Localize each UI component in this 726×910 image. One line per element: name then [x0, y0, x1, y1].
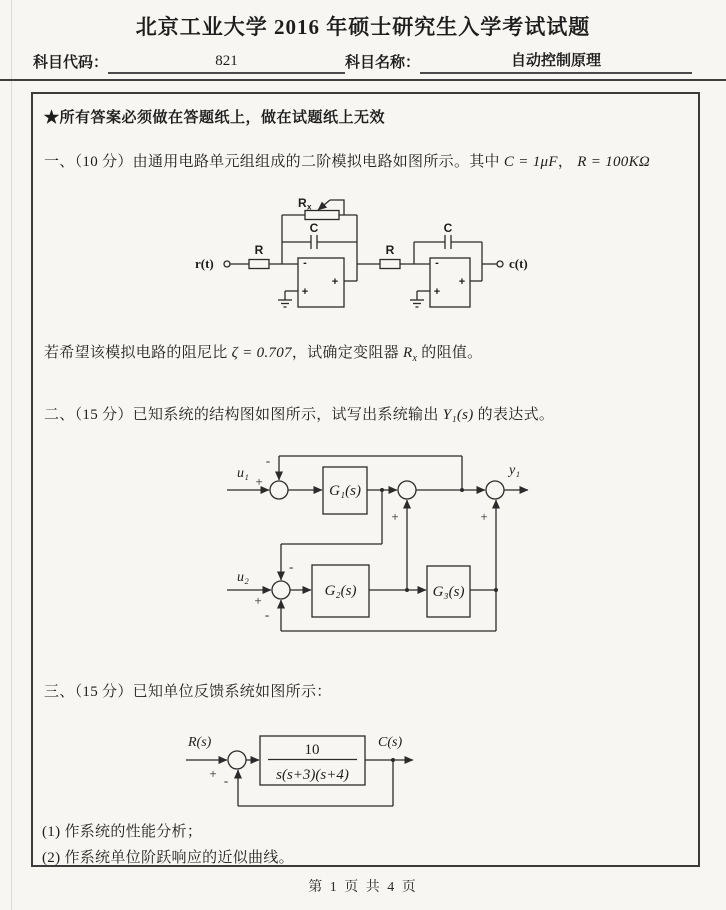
circuit-wires: [224, 200, 503, 307]
opamp2-plus-sign: +: [433, 286, 441, 298]
rheostat-label-sub: x: [307, 202, 312, 212]
q1-rx-base: R: [403, 345, 413, 361]
opamp1-plus-sign: +: [301, 286, 309, 298]
input-signal-label: r(t): [195, 256, 214, 271]
g3-label: G₃(s): [432, 584, 465, 600]
resistor-r1-label: R: [254, 243, 264, 257]
q3-feedback-diagram: [172, 726, 457, 826]
sum4-minus-top-sign: -: [289, 559, 294, 574]
input-terminal: [224, 261, 230, 267]
answer-sheet-notice: ★所有答案必须做在答题纸上，做在试题纸上无效: [44, 110, 386, 126]
subject-name-value: 自动控制原理: [420, 49, 692, 74]
q1-damping-ratio: ζ = 0.707: [231, 345, 292, 361]
sum1-plus-sign: +: [255, 474, 263, 489]
sum1-minus-sign: -: [265, 453, 271, 468]
rheostat-rx: [305, 211, 339, 220]
ground-symbol-1: [278, 291, 298, 307]
opamp2-minus-sign: -: [435, 257, 439, 269]
q2-text-2: 的表达式。: [477, 407, 555, 423]
q3-item-1: (1) 作系统的性能分析；: [42, 824, 203, 840]
q1-comma: ，: [557, 154, 574, 170]
page-title: 北京工业大学 2016 年硕士研究生入学考试试题: [135, 15, 591, 39]
q1-followup-1: 若希望该模拟电路的阻尼比: [44, 345, 228, 361]
summing-junction: [228, 751, 246, 769]
rheostat-label-base: R: [298, 196, 307, 210]
resistor-r2-label: R: [385, 243, 395, 257]
u1-label: u₁: [237, 466, 249, 481]
subject-name-label: 科目名称：: [345, 55, 421, 71]
header-rule: [0, 79, 726, 81]
summing-junction-4: [272, 581, 290, 599]
rheostat-wiper-link: [330, 200, 344, 215]
opamp1-minus-sign: -: [303, 257, 307, 269]
page-number: 第 1 页 共 4 页: [308, 880, 418, 895]
ground-symbol-2: [410, 291, 430, 307]
summing-junction-2: [398, 481, 416, 499]
q1-followup-text: [44, 341, 482, 364]
sum4-plus-sign: +: [254, 593, 262, 608]
block-diagram-wires: [227, 456, 528, 631]
q2-text-1: 二、（15 分）已知系统的结构图如图所示，试写出系统输出: [44, 407, 439, 423]
sum2-plus-sign: +: [391, 509, 399, 524]
resistor-r2: [380, 260, 400, 269]
exam-content-box: [31, 92, 700, 867]
capacitor-c1-label: C: [309, 221, 319, 235]
subject-code-label: 科目代码：: [33, 55, 109, 71]
tf-numerator: 10: [304, 742, 320, 758]
opamp2-output-plus-sign: +: [458, 276, 466, 288]
question-1-text: [44, 150, 650, 171]
subject-row: [33, 49, 719, 74]
q3-item-2: (2) 作系统单位阶跃响应的近似曲线。: [42, 850, 294, 866]
question-2-text: [44, 403, 554, 424]
sum4-minus-bottom-sign: -: [264, 607, 270, 622]
q1-resistance-value: R = 100KΩ: [577, 154, 651, 170]
q2-output-symbol: Y₁(s): [442, 407, 474, 423]
q2-block-diagram: [197, 437, 557, 667]
q1-analog-circuit-diagram: [187, 190, 547, 330]
opamp1-output-plus-sign: +: [331, 276, 339, 288]
u2-label: u₂: [237, 570, 249, 585]
subject-code-value: 821: [108, 53, 345, 74]
sum3-plus-sign: +: [480, 509, 488, 524]
sum-minus-sign: -: [223, 773, 229, 788]
y1-label: y₁: [509, 463, 521, 478]
sum-plus-sign: +: [209, 766, 217, 781]
cs-label: C(s): [378, 735, 403, 750]
q1-followup-2: ，试确定变阻器: [291, 345, 399, 361]
resistor-r1: [249, 260, 269, 269]
q1-followup-3: 的阻值。: [421, 345, 483, 361]
g1-label: G₁(s): [329, 483, 361, 499]
rs-label: R(s): [188, 735, 212, 750]
q1-rx-sub: x: [412, 353, 418, 364]
tf-denominator: s(s+3)(s+4): [276, 767, 349, 783]
summing-junction-3: [486, 481, 504, 499]
question-3-text: 三、（15 分）已知单位反馈系统如图所示：: [44, 684, 332, 700]
rheostat-wiper-arrow: [318, 200, 330, 210]
summing-junction-1: [270, 481, 288, 499]
capacitor-c2-label: C: [443, 221, 453, 235]
q1-intro: 一、（10 分）由通用电路单元组组成的二阶模拟电路如图所示。其中: [44, 154, 500, 170]
q1-capacitance-value: C = 1μF: [503, 154, 558, 170]
output-terminal: [497, 261, 503, 267]
g2-label: G₂(s): [324, 583, 357, 599]
scan-page-edge: [11, 0, 12, 910]
output-signal-label: c(t): [509, 256, 528, 271]
